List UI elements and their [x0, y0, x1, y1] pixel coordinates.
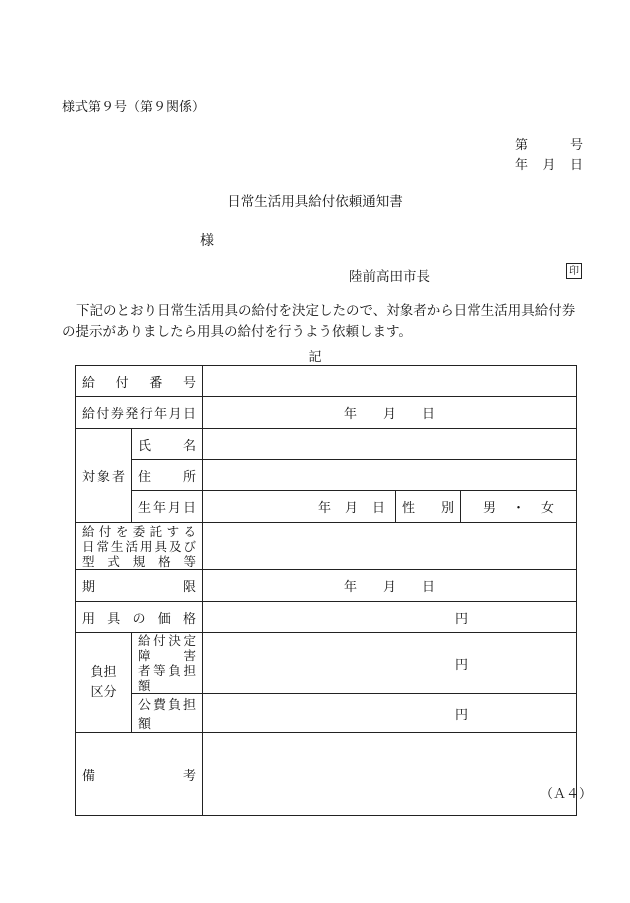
remarks-label: 備 考: [76, 733, 203, 816]
date-day: 日: [569, 158, 583, 173]
deadline-day: 日: [422, 580, 436, 595]
table-row: [76, 733, 577, 816]
voucher-issue-date-label: 給付券発行年月日: [76, 397, 203, 429]
document-number-line: [515, 134, 583, 153]
yen-unit: 円: [455, 657, 469, 673]
paper-size-note: （Ａ４）: [540, 787, 593, 802]
recipient-burden-field[interactable]: [203, 633, 577, 694]
sex-field[interactable]: [461, 491, 577, 523]
remarks-field[interactable]: [203, 733, 577, 816]
yen-unit: 円: [455, 611, 469, 627]
sender-name: 陸前高田市長: [349, 269, 430, 285]
sex-separator: ・: [512, 501, 526, 516]
name-field[interactable]: [203, 429, 577, 460]
addressee-suffix: 様: [200, 233, 214, 249]
public-burden-label: 公費負担額: [132, 694, 203, 733]
year-label: 年: [344, 407, 358, 422]
female-option[interactable]: 女: [541, 501, 555, 516]
deadline-month: 月: [383, 580, 397, 595]
table-row: [76, 460, 577, 491]
deadline-year: 年: [344, 580, 358, 595]
price-field[interactable]: [203, 602, 577, 633]
deadline-field[interactable]: [203, 570, 577, 602]
payment-number-label: 給 付 番 号: [76, 366, 203, 397]
table-row: [76, 491, 577, 523]
dob-month: 月: [344, 501, 358, 516]
recipient-burden-label: 給付決定障害 者等負担額: [132, 633, 203, 694]
table-row: [76, 366, 577, 397]
entrusted-equipment-field[interactable]: [203, 523, 577, 570]
table-row: [76, 570, 577, 602]
table-row: [76, 694, 577, 733]
seal-mark: 印: [566, 263, 582, 279]
burden-category-label: 負担 区分: [76, 633, 132, 733]
month-label: 月: [383, 407, 397, 422]
document-title: 日常生活用具給付依頼通知書: [227, 194, 403, 210]
form-number: 様式第９号（第９関係）: [62, 100, 206, 115]
form-table: [75, 365, 577, 816]
date-month: 月: [542, 158, 556, 173]
issue-date-line: [515, 154, 583, 173]
deadline-label: 期 限: [76, 570, 203, 602]
number-suffix: 号: [569, 138, 583, 153]
ki-heading: 記: [308, 350, 322, 365]
public-burden-field[interactable]: [203, 694, 577, 733]
yen-unit: 円: [455, 707, 469, 723]
payment-number-field[interactable]: [203, 366, 577, 397]
date-year: 年: [515, 158, 529, 173]
sex-label: 性 別: [396, 491, 461, 523]
dob-day: 日: [372, 501, 386, 516]
table-row: [76, 429, 577, 460]
price-label: 用具の価格: [76, 602, 203, 633]
address-field[interactable]: [203, 460, 577, 491]
day-label: 日: [422, 407, 436, 422]
dob-field[interactable]: [203, 491, 396, 523]
dob-label: 生年月日: [132, 491, 203, 523]
table-row: [76, 523, 577, 570]
address-label: 住 所: [132, 460, 203, 491]
name-label: 氏 名: [132, 429, 203, 460]
voucher-issue-date-field[interactable]: [203, 397, 577, 429]
table-row: [76, 633, 577, 694]
subject-label: 対象者: [76, 429, 132, 523]
entrusted-equipment-label: 給付を委託する 日常生活用具及び 型式規格等: [76, 523, 203, 570]
dob-year: 年: [317, 501, 331, 516]
body-text: 下記のとおり日常生活用具の給付を決定したので、対象者から日常生活用具給付券の提示がありましたら用具の給付を行うよう依頼します。: [62, 303, 576, 340]
table-row: [76, 602, 577, 633]
table-row: [76, 397, 577, 429]
number-prefix: 第: [515, 138, 529, 153]
male-option[interactable]: 男: [483, 501, 497, 516]
